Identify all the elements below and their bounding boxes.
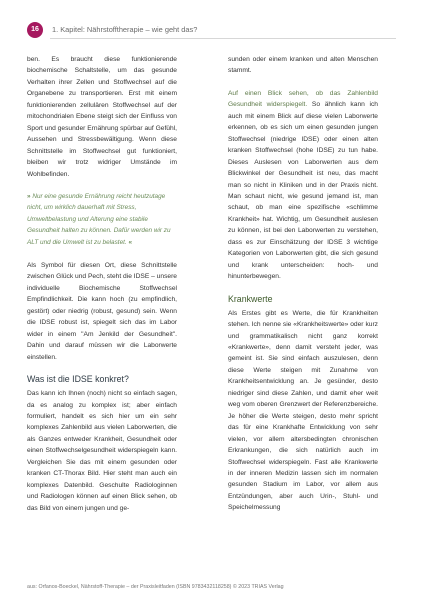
quote-close-icon: « xyxy=(128,238,133,246)
page-header xyxy=(0,22,425,44)
paragraph: Als Erstes gibt es Werte, die für Krankheiten stehen. Ich nenne sie «Krankheitswerte» oder kurz und grammatikalisch nicht ganz korrekt «Krankwerte», denn damit versteht jeder, was gemeint ist. Sie sind einfach auszulesen, denn diese Werte steigen mit Zunahme von Krankheitsentwicklung an. Je gesünder, desto niedriger sind diese Zahlen, und damit eher weit weg vom oberen Grenzwert der Referenzbereiche. Je höher die Werte steigen, desto mehr spricht das für eine Krankhafte Entwicklung von sehr vielen, vor allem altersbedingten chronischen Erkrankungen, die sich natürlich auch im Stoffwechsel widerspiegeln. Fast alle Krankwerte in der inneren Medizin lassen sich im normalen gesunden Stadium im Labor, vor allem aus Entzündungen, aber auch Urin-, Stuhl- und Speichelmessung xyxy=(228,309,378,512)
page-footer: aus: Orfanos-Boeckel, Nährstoff-Therapie – der Praxisleitfaden (ISBN 9783432118258) © 2023 TRIAS Verlag xyxy=(27,584,284,590)
page-number-badge: 16 xyxy=(27,22,43,38)
pull-quote-text: Nur eine gesunde Ernährung reicht heutzutage nicht, um wirklich dauerhaft mit Stress, Umweltbelastung und Alterung eine stabile Gesundheit halten zu können. Dafür werden wir zu ALT und die Umwelt ist zu belastet. xyxy=(27,192,171,246)
paragraph: ben. Es braucht diese funktionierende biochemische Schaltstelle, um das gesunde Verhalten ihrer Zellen und Stoffwechsel auf die Organebene zu transportieren. Erst mit einem funktionierenden zellulären Stoffwechsel auf der mitochondrialen Ebene steigt sich der Einfluss von Sport und gesunder Ernährung spürbar auf Gefühl, Aussehen und Stressbewältigung. Wenn diese Schnittstelle im Stoffwechsel gut funktioniert, bleiben wir trotz widriger Umstände im Wohlbefinden. xyxy=(27,56,177,178)
paragraph xyxy=(228,88,378,283)
section-heading: Krankwerte xyxy=(228,293,273,304)
pull-quote xyxy=(27,191,177,248)
header-divider xyxy=(50,38,396,39)
left-column xyxy=(27,54,177,514)
paragraph: Das kann ich Ihnen (noch) nicht so einfach sagen, da es analog zu komplex ist; aber einfach formuliert, handelt es sich hier um ein sehr komplexes Zahlenbild aus vielen Laborwerten, die als Ganzes entweder Krankheit, Gesundheit oder einen Stoffwechselgesundheit widerspiegeln kann. Vergleichen Sie das mit einem gesunden oder kranken CT-Thorax Bild. Hier steht man auch ein komplexes Datenbild. Geschulte Radiologinnen und Radiologen können auf einen Blick sehen, ob das Bild von einem jungen und ge- xyxy=(27,390,177,512)
right-column xyxy=(228,54,378,514)
chapter-title: 1. Kapitel: Nährstofftherapie – wie geht das? xyxy=(52,25,198,34)
quote-open-icon: » xyxy=(27,192,31,200)
paragraph: sunden oder einem kranken und alten Menschen stammt. xyxy=(228,56,378,75)
section-heading: Was ist die IDSE konkret? xyxy=(27,374,129,385)
highlighted-phrase: Auf einen Blick sehen, ob das Zahlenbild Gesundheit widerspiegelt. xyxy=(228,89,378,109)
paragraph-text: So ähnlich kann ich auch mit einem Blick auf diese vielen Laborwerte erkennen, ob es sich um einen gesunden jungen Stoffwechsel (niedrige IDSE) oder einen alten kranken Stoffwechsel (hohe IDSE) zu tun habe. Dieses Auslesen von Laborwerten aus dem Blickwinkel der Gesundheit ist neu, das macht man so nicht in Kliniken und in der Praxis nicht. Man schaut nicht, wie gesund jemand ist, man schaut, ob man eine spezifische «schlimme Krankheit» hat. Wichtig, um Gesundheit auslesen zu können, ist bei den Laborwerten zu verstehen, dass es zur Einschätzung der IDSE 3 wichtige Kategorien von Laborwerten gibt, die sich gesund und krank unterscheiden: hoch- und hinunterbewegen. xyxy=(228,101,378,281)
paragraph: Als Symbol für diesen Ort, diese Schnittstelle zwischen Glück und Pech, steht die IDSE – unsere individuelle Biochemische Stoffwechsel Empfindlichkeit. Die kann hoch (zu empfindlich, gestört) oder niedrig (robust, gesund) sein. Wenn die IDSE robust ist, spiegelt sich das im Labor wider in einem "Am Jenkild der Gesundheit". Dahin und darauf müssen wir die Laborwerte einstellen. xyxy=(27,262,177,361)
